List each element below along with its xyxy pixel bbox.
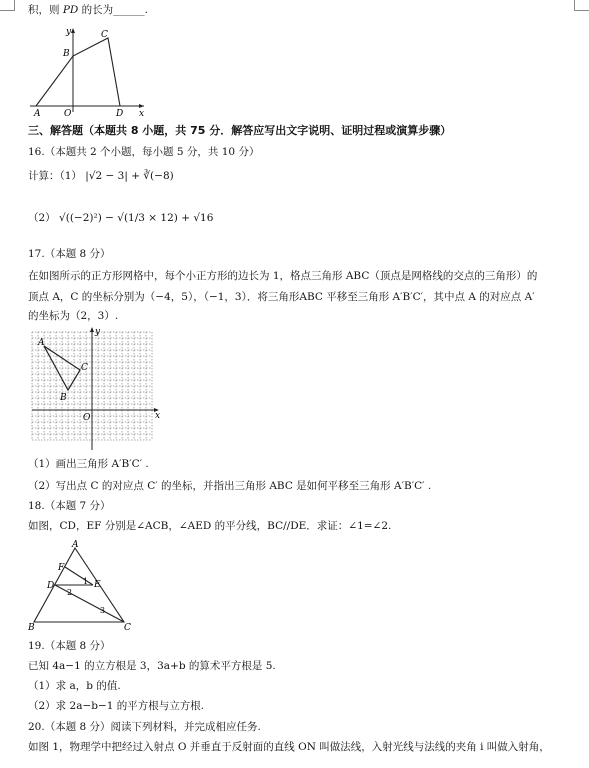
section-3-heading: 三、解答题（本题共 8 小题，共 75 分．解答应写出文字说明、证明过程或演算步骤） (28, 124, 452, 137)
q16-part2-expression: √((−2)²) − √(1/3 × 12) + √16 (59, 212, 214, 224)
angle-label-2: 2 (67, 588, 73, 597)
segment-cd (55, 585, 124, 622)
q20-line1: 如图 1，物理学中把经过入射点 O 并垂直于反射面的直线 ON 叫做法线，入射光线与法线的夹角 i 叫做入射角， (28, 741, 550, 753)
triangle-bisector-figure (28, 540, 138, 632)
q16-part1-label: 计算：（1） (28, 170, 82, 182)
quadrilateral-abcd (36, 38, 120, 106)
angle-label-1: 1 (83, 577, 89, 586)
q17-part2: （2）写出点 C 的对应点 C′ 的坐标，并指出三角形 ABC 是如何平移至三角形 A′B′C′ . (28, 480, 432, 492)
grid-label-a: A (38, 338, 45, 348)
q19-part2: （2）求 2a−b−1 的平方根与立方根. (28, 700, 205, 712)
q16-part1-expression: |√2 − 3| + ∛(−8) (85, 170, 174, 182)
q19-part1: （1）求 a，b 的值. (28, 680, 121, 692)
tri-label-b: B (28, 623, 35, 632)
page-corner-mark-left (0, 0, 15, 11)
angle-label-3: 3 (100, 606, 106, 615)
q19-header: 19.（本题 8 分） (28, 640, 111, 652)
q16-part2 (28, 212, 213, 225)
tri-label-e: E (94, 580, 101, 590)
coordinate-grid-figure (28, 326, 168, 454)
tri-label-c: C (124, 623, 131, 632)
grid-label-y: y (95, 327, 101, 337)
previous-question-tail (28, 4, 148, 17)
top-line-prefix: 积，则 (28, 4, 60, 16)
q18-text: 如图，CD，EF 分别是∠ACB，∠AED 的平分线，BC//DE．求证：∠1=∠2. (28, 520, 392, 532)
q20-header: 20.（本题 8 分）阅读下列材料，并完成相应任务. (28, 721, 261, 733)
q16-part1 (28, 170, 174, 183)
q19-line1: 已知 4a−1 的立方根是 3，3a+b 的算术平方根是 5. (28, 660, 276, 672)
grid-label-b: B (60, 393, 67, 403)
grid-label-x: x (155, 411, 161, 421)
label-b: B (63, 49, 70, 59)
x-axis-arrow (139, 104, 144, 108)
grid-label-o: O (83, 413, 91, 423)
label-c: C (101, 30, 108, 40)
q18-header: 18.（本题 7 分） (28, 500, 111, 512)
label-d: D (116, 109, 124, 116)
tri-label-f: F (58, 563, 65, 573)
tri-label-d: D (47, 581, 55, 591)
label-y: y (66, 27, 72, 37)
q16-header: 16.（本题共 2 个小题，每小题 5 分，共 10 分） (28, 146, 260, 158)
grid-y-axis-arrow (90, 327, 94, 332)
top-line-var: PD (62, 4, 79, 16)
top-line-suffix: 的长为______. (81, 4, 149, 16)
y-axis-arrow (71, 28, 75, 33)
grid-label-c: C (81, 363, 88, 373)
label-o: O (64, 109, 72, 116)
q17-line2: 顶点 A，C 的坐标分别为（−4，5），（−1，3）．将三角形ABC 平移至三角形 A′B′C′，其中点 A 的对应点 A′ (28, 291, 535, 303)
label-x: x (139, 109, 145, 116)
coordinate-figure-abcd (28, 22, 158, 116)
label-a: A (34, 109, 41, 116)
q17-header: 17.（本题 8 分） (28, 248, 111, 260)
page-corner-mark-right (574, 0, 589, 11)
tri-label-a: A (72, 540, 79, 550)
q16-part2-label: （2） (28, 212, 56, 224)
q17-part1: （1）画出三角形 A′B′C′ . (28, 458, 149, 470)
q17-line3: 的坐标为（2，3）. (28, 310, 119, 322)
q17-line1: 在如图所示的正方形网格中，每个小正方形的边长为 1，格点三角形 ABC（顶点是网格线的交点的三角形）的 (28, 270, 538, 282)
